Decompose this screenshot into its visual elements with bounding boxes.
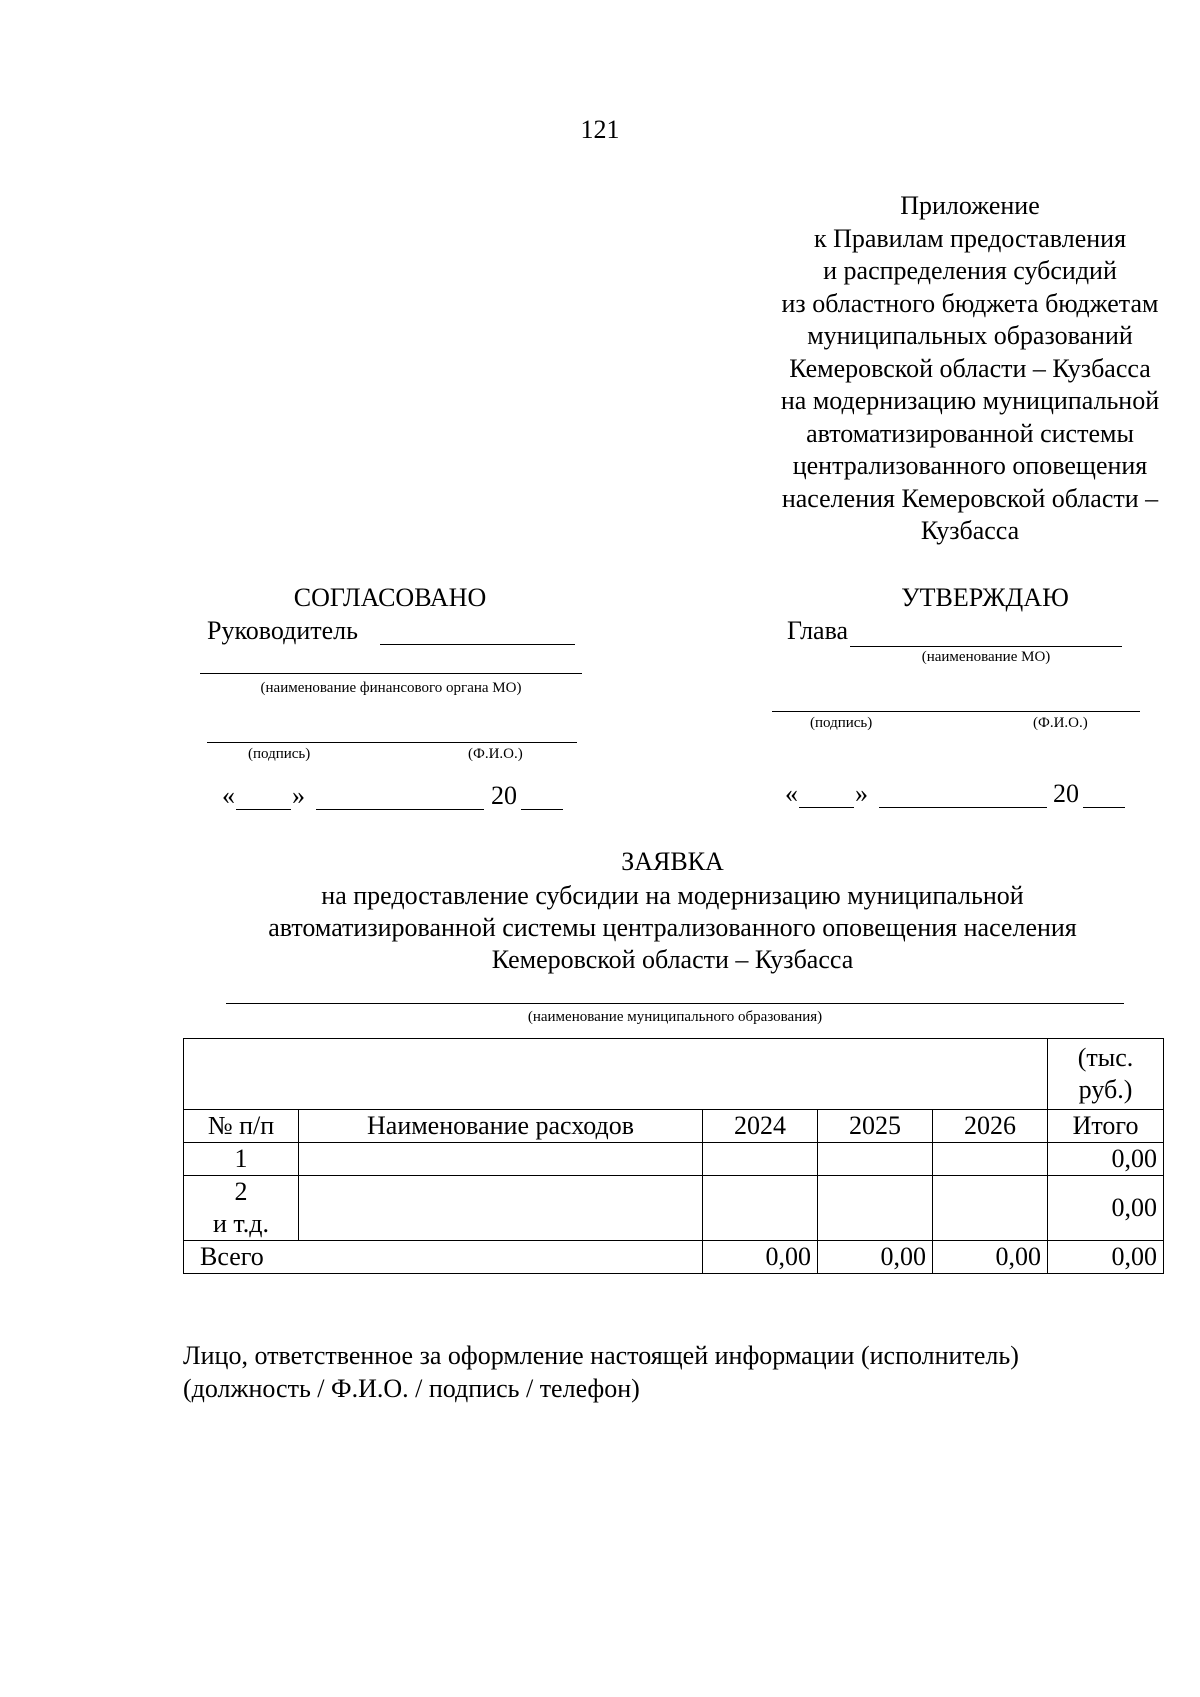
approve-date-open-quote: « (785, 779, 798, 808)
row-2026[interactable] (933, 1143, 1048, 1176)
expenses-table (183, 1038, 1164, 1274)
approve-head-label: Глава (787, 616, 849, 645)
total-2024: 0,00 (703, 1241, 818, 1274)
appendix-heading (700, 190, 1200, 548)
row-2026[interactable] (933, 1176, 1048, 1241)
appendix-line: на модернизацию муниципальной (780, 386, 1160, 415)
header-2025: 2025 (818, 1110, 933, 1143)
total-2025: 0,00 (818, 1241, 933, 1274)
agreed-title: СОГЛАСОВАНО (293, 583, 487, 612)
row-total: 0,00 (1048, 1176, 1164, 1241)
agreed-head-label: Руководитель (207, 616, 358, 645)
header-2026: 2026 (933, 1110, 1048, 1143)
row-total: 0,00 (1048, 1143, 1164, 1176)
approve-year-prefix: 20 (1053, 779, 1079, 808)
table-row (184, 1176, 1164, 1241)
table-total-row (184, 1241, 1164, 1274)
header-number: № п/п (184, 1110, 299, 1143)
appendix-line: Кемеровской области – Кузбасса (789, 353, 1151, 383)
responsible-person-line: Лицо, ответственное за оформление настоящей информации (исполнитель) (183, 1341, 1019, 1370)
appendix-line: и распределения субсидий (823, 256, 1117, 285)
agreed-day-line[interactable] (236, 809, 291, 810)
approve-day-line[interactable] (799, 807, 854, 808)
table-unit-line: руб.) (1078, 1075, 1133, 1104)
row-number: 1 (184, 1143, 299, 1176)
appendix-line: Приложение (900, 191, 1040, 220)
approve-signature-caption: (подпись) (810, 715, 873, 731)
header-2024: 2024 (703, 1110, 818, 1143)
table-unit-spacer (184, 1039, 1048, 1110)
agreed-date-open-quote: « (222, 781, 235, 810)
appendix-line: из областного бюджета бюджетам (781, 288, 1159, 318)
agreed-year-prefix: 20 (491, 781, 517, 810)
request-subtitle-line: на предоставление субсидии на модернизацию муниципальной (321, 881, 1024, 910)
appendix-line: Кузбасса (920, 516, 1020, 545)
request-subtitle-line: Кемеровской области – Кузбасса (491, 945, 854, 974)
table-unit-row (184, 1039, 1164, 1110)
table-row (184, 1143, 1164, 1176)
agreed-name-caption: (Ф.И.О.) (468, 746, 523, 762)
table-header-row (184, 1110, 1164, 1143)
appendix-line: населения Кемеровской области – (781, 483, 1159, 513)
request-title: ЗАЯВКА (621, 847, 724, 876)
municipality-caption: (наименование муниципального образования) (527, 1009, 823, 1025)
approve-title: УТВЕРЖДАЮ (901, 583, 1069, 612)
responsible-person-details: (должность / Ф.И.О. / подпись / телефон) (183, 1374, 640, 1403)
row-2024[interactable] (703, 1143, 818, 1176)
request-subtitle-line: автоматизированной системы централизованного оповещения населения (268, 913, 1077, 942)
agreed-head-line[interactable] (380, 644, 575, 645)
approve-org-caption: (наименование МО) (921, 649, 1051, 665)
approve-name-caption: (Ф.И.О.) (1033, 715, 1088, 731)
row-2025[interactable] (818, 1176, 933, 1241)
appendix-line: централизованного оповещения (792, 451, 1148, 480)
approve-month-line[interactable] (879, 807, 1047, 808)
row-2024[interactable] (703, 1176, 818, 1241)
header-total: Итого (1048, 1110, 1164, 1143)
approve-year-line[interactable] (1083, 807, 1125, 808)
agreed-org-line[interactable] (200, 673, 582, 674)
agreed-year-line[interactable] (521, 809, 563, 810)
row-name[interactable] (299, 1176, 703, 1241)
table-unit-cell (1048, 1039, 1164, 1110)
table-unit-line: (тыс. (1077, 1043, 1134, 1072)
row-number-suffix: и т.д. (212, 1209, 270, 1238)
agreed-date-close-quote: » (292, 781, 305, 810)
total-2026: 0,00 (933, 1241, 1048, 1274)
header-name: Наименование расходов (299, 1110, 703, 1143)
total-total: 0,00 (1048, 1241, 1164, 1274)
municipality-line[interactable] (226, 1003, 1124, 1004)
total-label: Всего (184, 1241, 703, 1274)
row-name[interactable] (299, 1143, 703, 1176)
approve-head-line[interactable] (850, 646, 1122, 647)
appendix-line: к Правилам предоставления (813, 223, 1127, 253)
approve-date-close-quote: » (855, 779, 868, 808)
agreed-signature-line[interactable] (207, 742, 577, 743)
row-number (184, 1176, 299, 1241)
agreed-org-caption: (наименование финансового органа МО) (260, 680, 522, 696)
row-2025[interactable] (818, 1143, 933, 1176)
appendix-line: муниципальных образований (807, 321, 1133, 350)
agreed-month-line[interactable] (316, 809, 484, 810)
page-number: 121 (580, 115, 620, 144)
appendix-line: автоматизированной системы (806, 418, 1134, 448)
agreed-signature-caption: (подпись) (248, 746, 311, 762)
row-number-value: 2 (234, 1177, 248, 1206)
approve-signature-line[interactable] (772, 711, 1140, 712)
